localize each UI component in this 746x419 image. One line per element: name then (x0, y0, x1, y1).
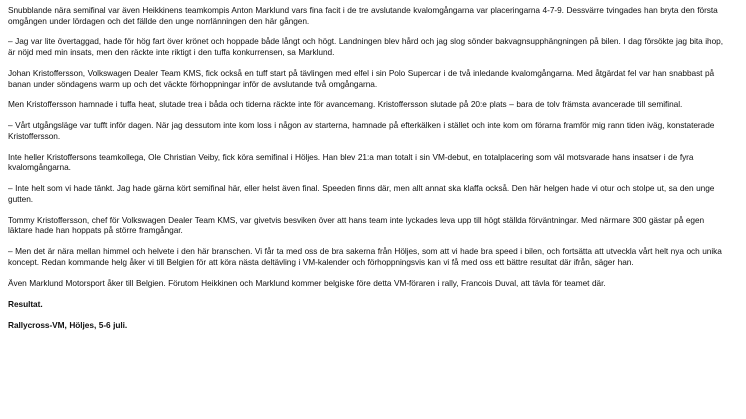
paragraph-veiby-quote: – Inte helt som vi hade tänkt. Jag hade gärna kört semifinal här, eller helst även final. Speeden finns där, men allt annat ska klaffa också. Den här helgen hade vi otur och stolpe ut, sa den unge gutten. (8, 183, 715, 204)
paragraph-kristoffersson-start: Johan Kristoffersson, Volkswagen Dealer Team KMS, fick också en tuff start på tävlingen med elfel i sin Polo Supercar i de två inledande kvalomgångarna. Med åtgärdat fel var han snabbast på banan under söndagens warm up och det väckte förhoppningar inför de avslutande två omgångarna. (8, 67, 715, 89)
paragraph-marklund-quote: – Jag var lite övertaggad, hade för hög fart över krönet och hoppade både långt och högt. Landningen blev hård och jag slog sönder bakvagnsupphängningen på bilen. I dag försökte jag bita ihop, är nöjd med min insats, men den räckte inte riktigt i den tuffa konkurrensen, sa Marklund. (8, 36, 723, 58)
paragraph-team-chief: Tommy Kristoffersson, chef för Volkswagen Dealer Team KMS, var givetvis besviken över att hans team inte lyckades leva upp till högt ställda förväntningar. Med närmare 300 gästar på egen läktare hade han hoppats på större framgångar. (8, 214, 705, 236)
paragraph-marklund-nearly-semifinal: Snubblande nära semifinal var även Heikkinens teamkompis Anton Marklund vars fina facit i de tre avslutande kvalomgångarna var placeringarna 4-7-9. Dessvärre tvingades han bryta den första omgången under lördagen och det fällde den unge norrlänningen den här gången. (8, 5, 718, 26)
paragraph-kristoffersson-result: Men Kristoffersson hamnade i tuffa heat, slutade trea i båda och tiderna räckte inte för avancemang. Kristoffersson slutade på 20:e plats – bara de tolv främsta avancerade till semifinal. (8, 99, 683, 110)
results-heading: Resultat. (8, 298, 43, 309)
paragraph-kristoffersson-quote: – Vårt utgångsläge var tufft inför dagen. När jag dessutom inte kom loss i någon av starterna, hamnade på efterkälken i stället och inte kom om förarna framför mig rann tiden iväg, konstaterade Kristoffersson. (8, 120, 715, 141)
paragraph-team-chief-quote: – Men det är nära mellan himmel och helvete i den här branschen. Vi får ta med oss de bra sakerna från Höljes, som att vi hade bra speed i bilen, och fortsätta att utveckla vårt helt nya och unika koncept. Redan kommande helg åker vi till Belgien för att köra nästa deltävling i VM-kalender och förhoppningsvis kan vi få med oss ett bättre resultat där ifrån, säger han. (8, 246, 722, 267)
paragraph-veiby: Inte heller Kristoffersons teamkollega, Ole Christian Veiby, fick köra semifinal i Höljes. Han blev 21:a man totalt i sin VM-debut, en totalplacering som väl motsvarade hans insatser i de fyra kvalomgångarna. (8, 151, 694, 173)
event-heading: Rallycross-VM, Höljes, 5-6 juli. (8, 319, 128, 330)
document-body (8, 5, 730, 340)
paragraph-marklund-motorsport-belgium: Även Marklund Motorsport åker till Belgien. Förutom Heikkinen och Marklund kommer belgiske före detta VM-föraren i rally, Francois Duval, att tävla för teamet där. (8, 277, 606, 288)
